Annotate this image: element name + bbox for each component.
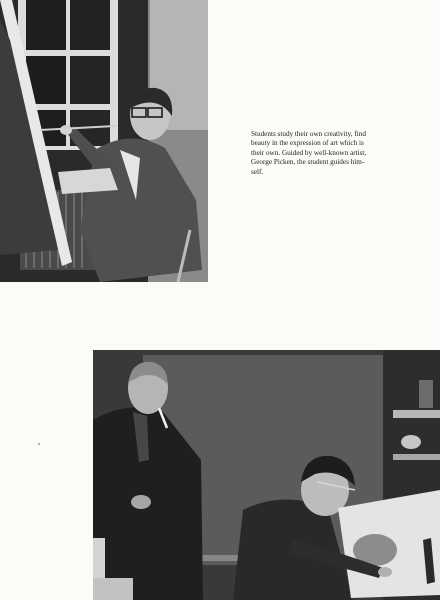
student-at-easel-image	[0, 0, 208, 282]
paper-speck	[38, 443, 40, 445]
student-at-easel-photo	[0, 0, 208, 282]
caption-line: self.	[251, 167, 264, 176]
caption-line: George Picken, the student guides him-	[251, 158, 365, 167]
caption-line: beauty in the expression of art which is	[251, 139, 364, 148]
instructor-and-student-photo	[93, 350, 440, 600]
instructor-and-student-image	[93, 350, 440, 600]
caption-line: their own. Guided by well-known artist,	[251, 148, 367, 157]
photo-caption	[251, 130, 401, 177]
caption-line: Students study their own creativity, find	[251, 130, 366, 138]
